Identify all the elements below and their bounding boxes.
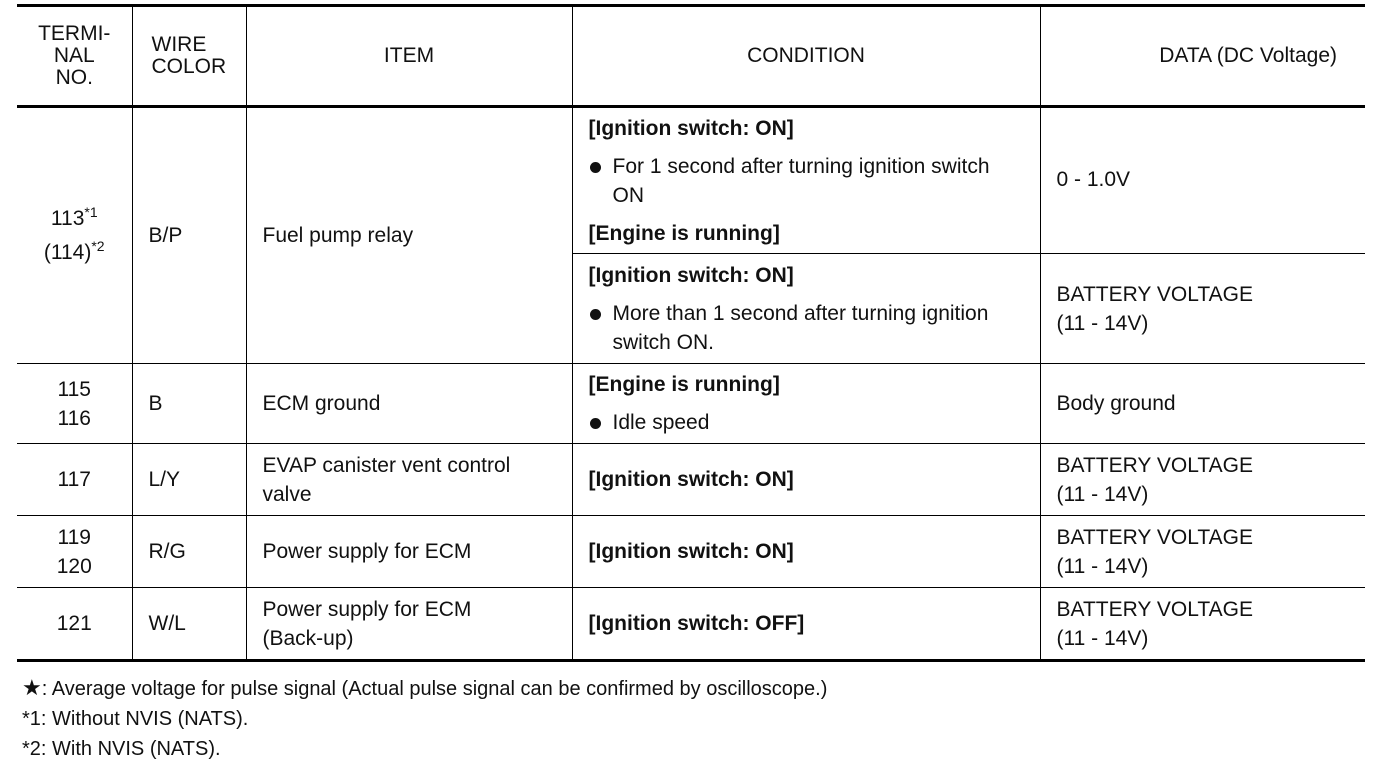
condition-heading: [Ignition switch: OFF] [588,612,805,635]
condition-bullet: For 1 second after turning ignition switch ON [589,152,1024,210]
header-terminal-line: TERMI- [38,22,111,45]
item-line: valve [262,482,312,506]
condition-cell [572,107,1040,254]
data-line: BATTERY VOLTAGE [1056,597,1253,621]
header-item: ITEM [246,6,572,107]
condition-heading: [Ignition switch: ON] [588,468,794,491]
terminal-number: 120 [56,554,92,578]
condition-cell [572,516,1040,588]
terminal-cell: 117 [17,444,132,516]
wire-color-cell: B [132,364,246,444]
item-cell [246,588,572,661]
footnote-text: : Average voltage for pulse signal (Actual pulse signal can be confirmed by oscilloscope.) [41,678,828,700]
item-cell: Fuel pump relay [246,107,572,364]
footnote-1: *1: Without NVIS (NATS). [22,708,249,730]
star-icon: ★ [22,675,42,700]
wire-color-cell: R/G [132,516,246,588]
terminal-number: 119 [57,525,91,549]
terminal-number-alt: $(114)^{*2}$ [43,237,105,264]
condition-cell [572,588,1040,661]
terminal-cell: 121 [17,588,132,661]
condition-heading: [Engine is running] [588,373,780,396]
bullet-icon [590,309,601,320]
condition-heading: [Ignition switch: ON] [588,263,794,287]
item-cell: ECM ground [246,364,572,444]
bullet-icon [590,418,601,429]
condition-heading: [Ignition switch: ON] [588,116,794,140]
terminal-number: 116 [57,406,91,430]
header-row [17,6,1365,107]
table-row [17,107,1365,254]
header-data: DATA (DC Voltage) [1040,6,1365,107]
item-cell [246,444,572,516]
data-cell [1040,254,1365,364]
wire-color-cell: W/L [132,588,246,661]
data-cell: 0 - 1.0V [1040,107,1365,254]
data-line: BATTERY VOLTAGE [1056,282,1253,306]
condition-bullet: Idle speed [589,408,1024,437]
table-row [17,516,1365,588]
wire-color-cell: B/P [132,107,246,364]
data-line: (11 - 14V) [1056,554,1149,578]
terminal-number: 113$^{*1}$ [50,203,98,230]
item-cell: Power supply for ECM [246,516,572,588]
terminal-cell [17,107,132,364]
footnote-2: *2: With NVIS (NATS). [22,738,221,760]
header-condition: CONDITION [572,6,1040,107]
header-terminal-line: NO. [55,66,93,89]
table-row [17,364,1365,444]
terminal-number: 115 [57,377,91,401]
data-line: (11 - 14V) [1056,626,1149,650]
condition-heading: [Engine is running] [588,221,780,245]
condition-cell [572,254,1040,364]
data-cell: Body ground [1040,364,1365,444]
data-line: BATTERY VOLTAGE [1056,453,1253,477]
condition-heading: [Ignition switch: ON] [588,540,794,563]
footnote-star [22,673,827,704]
table-row [17,588,1365,661]
bullet-icon [590,162,601,173]
terminal-cell [17,364,132,444]
item-line: Power supply for ECM [262,597,472,621]
data-cell [1040,588,1365,661]
data-line: BATTERY VOLTAGE [1056,525,1253,549]
item-line: (Back-up) [262,626,354,650]
header-wire-line: COLOR [151,55,227,78]
wire-color-cell: L/Y [132,444,246,516]
header-terminal-line: NAL [53,44,95,67]
terminal-cell [17,516,132,588]
header-wire-line: WIRE [151,33,207,56]
condition-cell [572,364,1040,444]
data-cell [1040,516,1365,588]
header-terminal-no [17,6,132,107]
condition-bullet: More than 1 second after turning ignition switch ON. [589,299,1024,357]
data-line: (11 - 14V) [1056,311,1149,335]
data-line: (11 - 14V) [1056,482,1149,506]
footnotes [22,673,827,764]
table-row [17,444,1365,516]
header-wire-color [132,6,246,107]
data-cell [1040,444,1365,516]
terminal-data-table [17,4,1365,662]
item-line: EVAP canister vent control [262,453,511,477]
condition-cell [572,444,1040,516]
